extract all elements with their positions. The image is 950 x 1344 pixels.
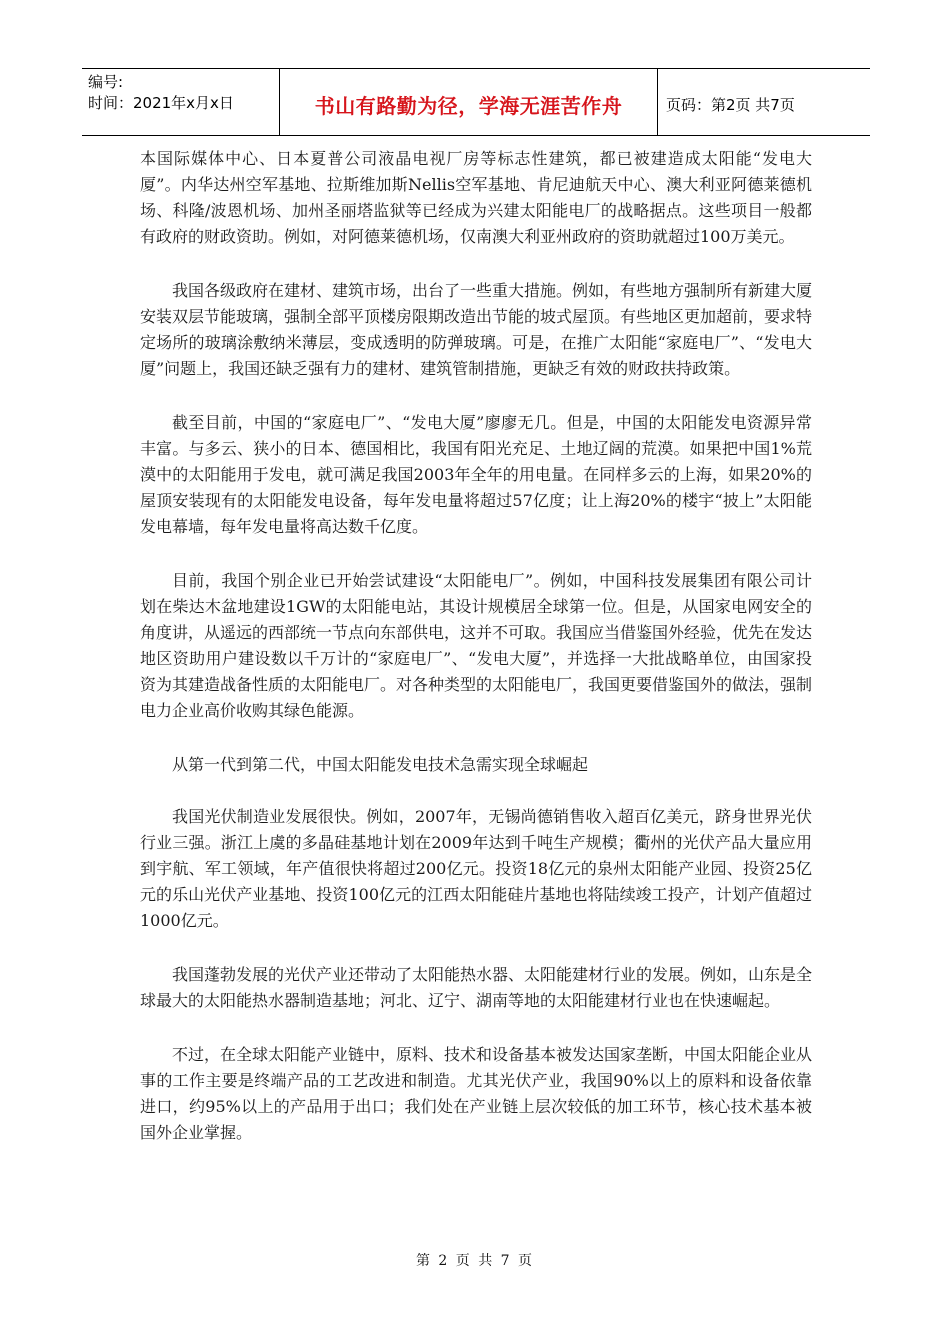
page-header — [82, 68, 870, 136]
header-page-code: 页码：第2页 共7页 — [666, 95, 795, 114]
paragraph: 我国光伏制造业发展很快。例如，2007年，无锡尚德销售收入超百亿美元，跻身世界光伏行业三强。浙江上虞的多晶硅基地计划在2009年达到千吨生产规模；衢州的光伏产品大量应用到宇航、军工领域，年产值很快将超过200亿元。投资18亿元的泉州太阳能产业园、投资25亿元的乐山光伏产业基地、投资100亿元的江西太阳能硅片基地也将陆续竣工投产，计划产值超过1000亿元。 — [140, 807, 812, 930]
section-heading: 从第一代到第二代，中国太阳能发电技术急需实现全球崛起 — [172, 755, 589, 774]
paragraph: 不过，在全球太阳能产业链中，原料、技术和设备基本被发达国家垄断，中国太阳能企业从事的工作主要是终端产品的工艺改进和制造。尤其光伏产业，我国90%以上的原料和设备依靠进口，约95%以上的产品用于出口；我们处在产业链上层次较低的加工环节，核心技术基本被国外企业掌握。 — [140, 1045, 813, 1142]
paragraph: 本国际媒体中心、日本夏普公司液晶电视厂房等标志性建筑，都已被建造成太阳能“发电大厦”。内华达州空军基地、拉斯维加斯Nellis空军基地、肯尼迪航天中心、澳大利亚阿德莱德机场、科隆/波恩机场、加州圣丽塔监狱等已经成为兴建太阳能电厂的战略据点。这些项目一般都有政府的财政资助。例如，对阿德莱德机场，仅南澳大利亚州政府的资助就超过100万美元。 — [140, 149, 812, 246]
header-meta — [82, 69, 280, 135]
paragraph: 目前，我国个别企业已开始尝试建设“太阳能电厂”。例如，中国科技发展集团有限公司计划在柴达木盆地建设1GW的太阳能电站，其设计规模居全球第一位。但是，从国家电网安全的角度讲，从遥远的西部统一节点向东部供电，这并不可取。我国应当借鉴国外经验，优先在发达地区资助用户建设数以千万计的“家庭电厂”、“发电大厦”，并选择一大批战略单位，由国家投资为其建造战备性质的太阳能电厂。对各种类型的太阳能电厂，我国更要借鉴国外的做法，强制电力企业高价收购其绿色能源。 — [140, 571, 813, 720]
paragraph: 我国蓬勃发展的光伏产业还带动了太阳能热水器、太阳能建材行业的发展。例如，山东是全球最大的太阳能热水器制造基地；河北、辽宁、湖南等地的太阳能建材行业也在快速崛起。 — [140, 965, 813, 1010]
header-motto: 书山有路勤为径，学海无涯苦作舟 — [280, 69, 658, 135]
page-footer: 第 2 页 共 7 页 — [415, 1253, 535, 1269]
document-body — [140, 146, 812, 1174]
document-number-label: 编号: — [88, 73, 124, 91]
document-date: 时间：2021年x月x日 — [88, 94, 234, 112]
paragraph: 我国各级政府在建材、建筑市场，出台了一些重大措施。例如，有些地方强制所有新建大厦安装双层节能玻璃，强制全部平顶楼房限期改造出节能的坡式屋顶。有些地区更加超前，要求特定场所的玻璃涂敷纳米薄层，变成透明的防弹玻璃。可是，在推广太阳能“家庭电厂”、“发电大厦”问题上，我国还缺乏强有力的建材、建筑管制措施，更缺乏有效的财政扶持政策。 — [140, 281, 813, 378]
paragraph: 截至目前，中国的“家庭电厂”、“发电大厦”廖廖无几。但是，中国的太阳能发电资源异常丰富。与多云、狭小的日本、德国相比，我国有阳光充足、土地辽阔的荒漠。如果把中国1%荒漠中的太阳能用于发电，就可满足我国2003年全年的用电量。在同样多云的上海，如果20%的屋顶安装现有的太阳能发电设备，每年发电量将超过57亿度；让上海20%的楼宇“披上”太阳能发电幕墙，每年发电量将高达数千亿度。 — [140, 413, 812, 536]
